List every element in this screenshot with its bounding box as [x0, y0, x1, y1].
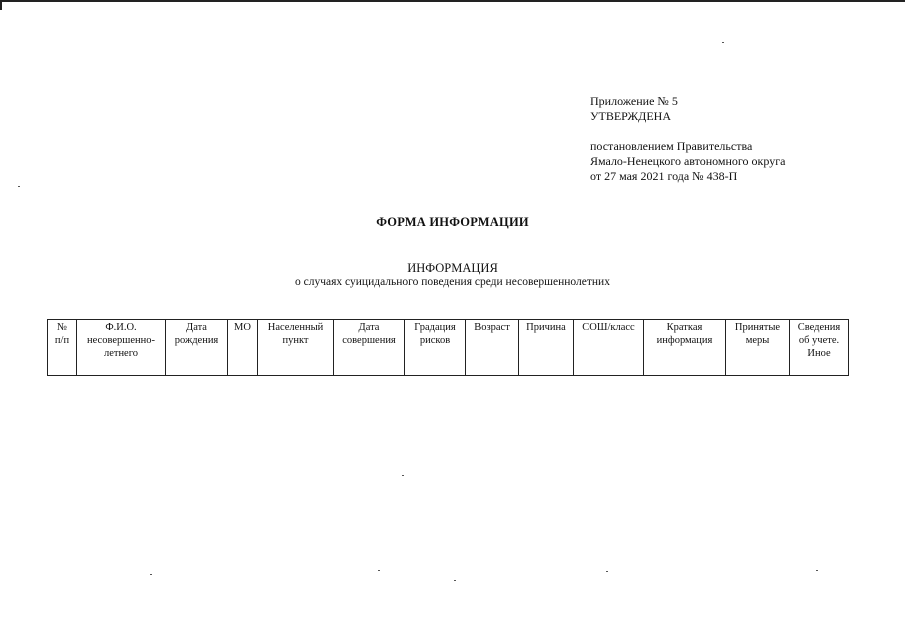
approved-label: УТВЕРЖДЕНА — [590, 109, 672, 123]
scan-speck — [606, 571, 608, 572]
scan-speck — [150, 574, 152, 575]
appendix-block — [590, 94, 785, 184]
column-header-registration-info: Сведения об учете. Иное — [790, 320, 849, 376]
decree-line: Ямало-Ненецкого автономного округа — [590, 154, 786, 168]
scan-speck — [402, 475, 404, 476]
column-header-reason: Причина — [519, 320, 574, 376]
scan-speck — [18, 186, 20, 187]
page-edge-corner — [0, 0, 2, 10]
column-header-number: № п/п — [48, 320, 77, 376]
page-edge — [0, 0, 905, 2]
column-header-brief-info: Краткая информация — [644, 320, 726, 376]
column-header-school-class: СОШ/класс — [574, 320, 644, 376]
appendix-number: Приложение № 5 — [590, 94, 678, 108]
column-header-municipality: МО — [228, 320, 258, 376]
scan-speck — [378, 570, 380, 571]
scan-speck — [722, 42, 724, 43]
info-title: ИНФОРМАЦИЯ — [407, 261, 498, 275]
column-header-settlement: Населенный пункт — [258, 320, 334, 376]
report-table — [47, 319, 849, 376]
form-title: ФОРМА ИНФОРМАЦИИ — [376, 215, 529, 229]
column-header-incident-date: Дата совершения — [334, 320, 405, 376]
column-header-full-name: Ф.И.О. несовершенно- летнего — [77, 320, 166, 376]
info-subtitle: о случаях суицидального поведения среди несовершеннолетних — [295, 276, 610, 288]
scan-speck — [454, 580, 456, 581]
column-header-birth-date: Дата рождения — [166, 320, 228, 376]
scan-speck — [816, 570, 818, 571]
decree-date-line: от 27 мая 2021 года № 438-П — [590, 169, 738, 183]
column-header-measures: Принятые меры — [726, 320, 790, 376]
column-header-risk-level: Градация рисков — [405, 320, 466, 376]
column-header-age: Возраст — [466, 320, 519, 376]
decree-line: постановлением Правительства — [590, 139, 753, 153]
table-header-row — [48, 320, 849, 376]
